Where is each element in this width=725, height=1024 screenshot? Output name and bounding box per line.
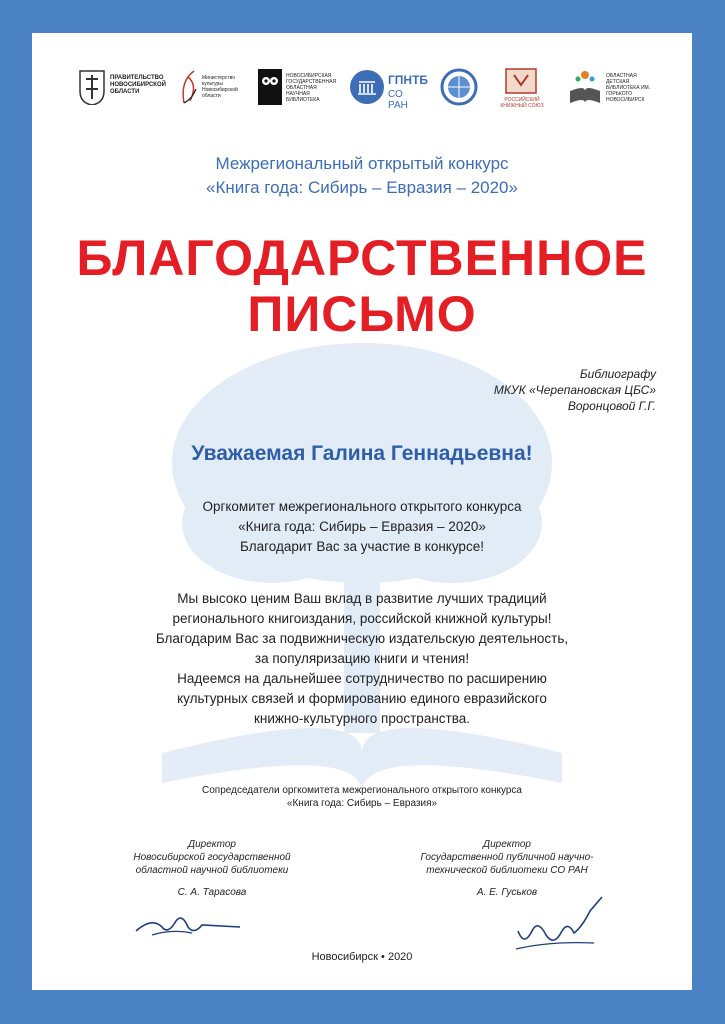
owl-icon [258, 69, 282, 105]
book-union-emblem-icon [504, 65, 538, 95]
paragraph-1-line: Благодарит Вас за участие в конкурсе! [240, 539, 484, 554]
partner-logos [78, 65, 654, 109]
contest-name [32, 152, 692, 200]
ngonb-label: НОВОСИБИРСКАЯ ГОСУДАРСТВЕННАЯ ОБЛАСТНАЯ НАУЧНАЯ БИБЛИОТЕКА [286, 73, 337, 103]
ministry-culture-label: Министерство культуры Новосибирской области [202, 75, 238, 99]
paragraph-1-line: Оргкомитет межрегионального открытого конкурса [202, 499, 522, 514]
signatory-right-org-1: Государственной публичной научно- [420, 852, 594, 863]
gpntb-emblem-icon [350, 70, 384, 104]
paragraph-1-line: «Книга года: Сибирь – Евразия – 2020» [238, 519, 486, 534]
title-line-2: ПИСЬМО [247, 286, 477, 342]
signature-right [510, 891, 610, 957]
addressee [494, 366, 656, 414]
ministry-emblem-icon [178, 69, 200, 105]
gpntb-logo [350, 65, 429, 111]
signature-left [132, 909, 242, 941]
globe-icon [440, 68, 478, 106]
addressee-line-3: Воронцовой Г.Г. [567, 399, 656, 413]
title-line-1: БЛАГОДАРСТВЕННОЕ [76, 230, 648, 286]
paragraph-2-line: Надеемся на дальнейшее сотрудничество по расширению [177, 671, 547, 686]
signatory-right [387, 838, 627, 899]
signatory-right-name: А. Е. Гуськов [476, 887, 538, 898]
paragraph-2-line: книжно-культурного пространства. [254, 711, 470, 726]
novosibirsk-gov-logo [78, 65, 166, 109]
signatory-left [92, 838, 332, 899]
ngonb-logo [258, 65, 337, 109]
book-stars-icon [568, 69, 602, 105]
addressee-line-1: Библиографу [579, 367, 656, 381]
coat-of-arms-icon [78, 69, 106, 105]
children-library-logo [568, 65, 654, 109]
children-library-label: ОБЛАСТНАЯ ДЕТСКАЯ БИБЛИОТЕКА ИМ. ГОРЬКОГО НОВОСИБИРСК [606, 73, 651, 103]
signatory-left-name: С. А. Тарасова [177, 887, 247, 898]
signatory-left-title: Директор [188, 839, 236, 850]
gpntb-abbr: ГПНТБ [388, 73, 429, 87]
contest-line-2: «Книга года: Сибирь – Евразия – 2020» [206, 178, 518, 197]
book-union-logo [496, 65, 546, 109]
cochairs-line-2: «Книга года: Сибирь – Евразия» [286, 798, 438, 809]
greeting: Уважаемая Галина Геннадьевна! [191, 442, 533, 465]
signatory-right-org-2: технической библиотеки СО РАН [426, 865, 588, 876]
signatory-right-title: Директор [483, 839, 531, 850]
ministry-culture-logo [178, 65, 242, 109]
contest-line-1: Межрегиональный открытый конкурс [215, 154, 509, 173]
paragraph-2-line: Мы высоко ценим Ваш вклад в развитие лучших традиций [177, 591, 547, 606]
certificate-sheet [32, 33, 692, 990]
book-union-label: РОССИЙСКИЙ КНИЖНЫЙ СОЮЗ [500, 97, 544, 109]
addressee-line-2: МКУК «Черепановская ЦБС» [493, 383, 656, 397]
signatory-left-org-2: областной научной библиотеки [135, 865, 289, 876]
globe-logo [440, 65, 480, 109]
paragraph-2-line: культурных связей и формированию единого евразийского [177, 691, 547, 706]
novosibirsk-gov-label: ПРАВИТЕЛЬСТВО НОВОСИБИРСКОЙ ОБЛАСТИ [110, 75, 166, 95]
place-year: Новосибирск • 2020 [311, 951, 413, 963]
gpntb-sub: СО РАН [388, 89, 408, 111]
paragraph-2 [32, 589, 692, 729]
paragraph-2-line: за популяризацию книги и чтения! [254, 651, 470, 666]
cochairs-line-1: Сопредседатели оргкомитета межрегионального открытого конкурса [202, 785, 522, 796]
paragraph-2-line: регионального книгоиздания, российской книжной культуры! [172, 611, 552, 626]
signatory-left-org-1: Новосибирской государственной [133, 852, 291, 863]
cochairs-caption [32, 784, 692, 810]
paragraph-1 [32, 497, 692, 557]
paragraph-2-line: Благодарим Вас за подвижническую издательскую деятельность, [155, 631, 569, 646]
